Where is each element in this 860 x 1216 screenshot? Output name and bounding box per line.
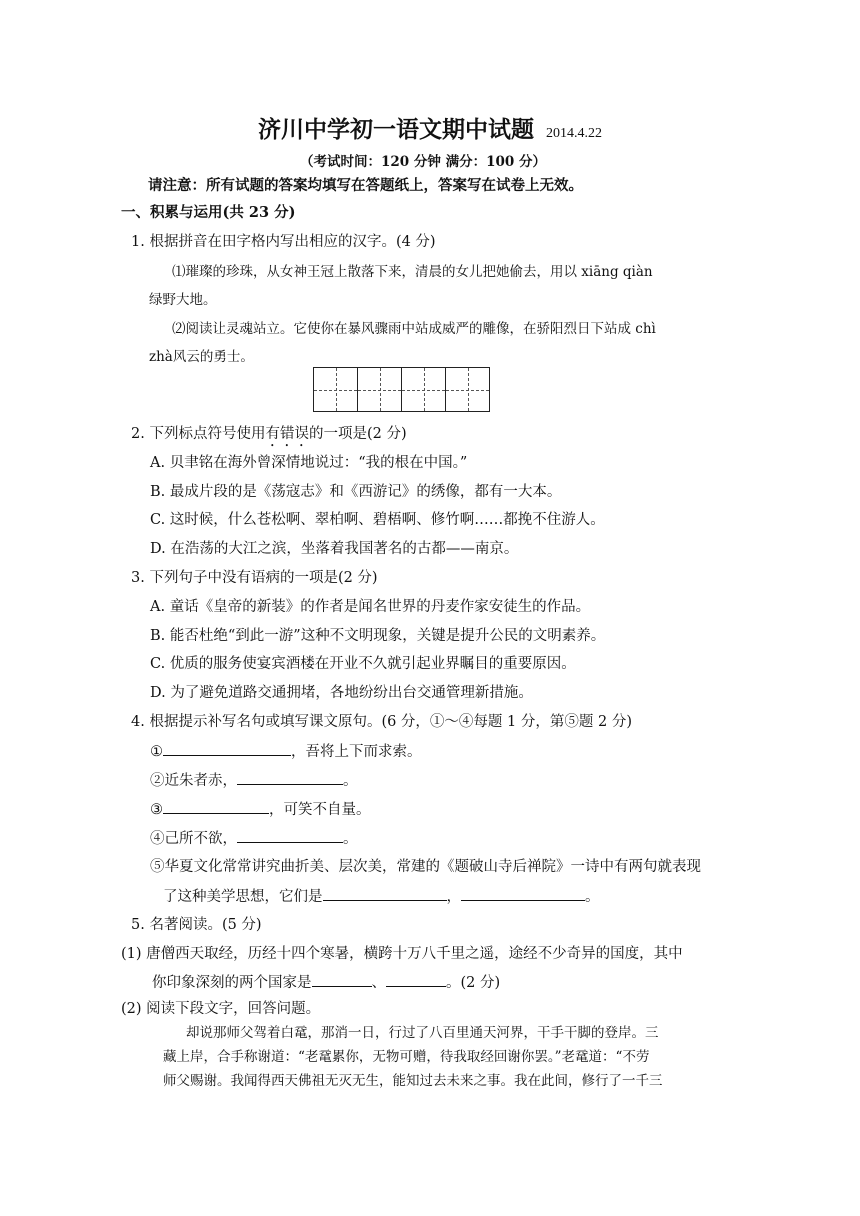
q4-item4-tail: 。	[343, 831, 358, 847]
grid-cell	[401, 367, 446, 412]
answer-blank	[237, 828, 343, 843]
q4-item5-mid: ，	[446, 889, 461, 905]
q5-part2: (2) 阅读下段文字，回答问题。	[121, 1001, 321, 1017]
q3-option-b: B. 能否杜绝“到此一游”这种不文明现象，关键是提升公民的文明素养。	[150, 628, 606, 644]
q2-stem-b: 的一项是(2 分)	[308, 426, 407, 442]
q4-item2-head: ②近朱者赤，	[150, 773, 237, 789]
q4-item1-num: ①	[150, 744, 163, 760]
answer-blank	[163, 741, 291, 756]
q3-stem: 3. 下列句子中没有语病的一项是(2 分)	[131, 570, 378, 586]
q4-item3-num: ③	[150, 802, 163, 818]
q5-part1-line1: (1) 唐僧西天取经，历经十四个寒暑，横跨十万八千里之遥，途经不少奇异的国度，其中	[121, 946, 683, 962]
q2-stem	[131, 424, 407, 450]
q1-sentence1-line2: 绿野大地。	[149, 292, 217, 308]
q2-option-c: C. 这时候，什么苍松啊、翠柏啊、碧梧啊、修竹啊……都挽不住游人。	[150, 512, 605, 528]
answer-blank	[323, 886, 447, 901]
passage-line: 却说那师父驾着白鼋，那消一日，行过了八百里通天河界，干手干脚的登岸。三	[186, 1025, 659, 1041]
answer-blank	[461, 886, 585, 901]
q2-option-d: D. 在浩荡的大江之滨，坐落着我国著名的古都——南京。	[150, 541, 519, 557]
q1-sentence2-line2: zhà风云的勇士。	[149, 349, 254, 365]
answer-blank	[312, 972, 372, 987]
q3-option-d: D. 为了避免道路交通拥堵，各地纷纷出台交通管理新措施。	[150, 685, 533, 701]
exam-info: （考试时间：120 分钟 满分：100 分）	[300, 154, 546, 170]
q4-item1-tail: ，吾将上下而求索。	[291, 744, 422, 760]
q3-option-a: A. 童话《皇帝的新装》的作者是闻名世界的丹麦作家安徒生的作品。	[150, 599, 591, 615]
q5-part1-tail: 。(2 分)	[446, 975, 501, 991]
passage-line: 藏上岸，合手称谢道：“老鼋累你，无物可赠，待我取经回谢你罢。”老鼋道：“不劳	[163, 1049, 650, 1065]
q4-item5-head: 了这种美学思想，它们是	[163, 889, 323, 905]
tianzige-grid	[314, 367, 490, 412]
grid-cell	[313, 367, 358, 412]
q4-stem: 4. 根据提示补写名句或填写课文原句。(6 分，①～④每题 1 分，第⑤题 2 分)	[131, 714, 632, 730]
q4-item2-tail: 。	[343, 773, 358, 789]
q2-stem-a: 2. 下列标点符号使用	[131, 426, 266, 442]
answer-blank	[237, 770, 343, 785]
exam-date: 2014.4.22	[546, 126, 602, 141]
page-title: 济川中学初一语文期中试题	[258, 117, 534, 143]
q2-stem-emphasis: 有错误	[265, 426, 309, 442]
q5-part1-mid: 、	[371, 975, 386, 991]
q4-item5-line1: ⑤华夏文化常常讲究曲折美、层次美，常建的《题破山寺后禅院》一诗中有两句就表现	[150, 859, 701, 875]
q2-option-a: A. 贝聿铭在海外曾深情地说过：“我的根在中国。”	[150, 455, 468, 471]
q5-stem: 5. 名著阅读。(5 分)	[131, 917, 262, 933]
q4-item5-line2	[163, 886, 600, 907]
q4-item5-tail: 。	[585, 889, 600, 905]
q1-sentence1-line1: ⑴璀璨的珍珠，从女神王冠上散落下来，清晨的女儿把她偷去，用以 xiāng qiàn	[172, 264, 653, 280]
answer-blank	[386, 972, 446, 987]
q4-item4	[150, 828, 358, 849]
q3-option-c: C. 优质的服务使宴宾酒楼在开业不久就引起业界瞩目的重要原因。	[150, 656, 576, 672]
q4-item4-head: ④己所不欲，	[150, 831, 237, 847]
q1-sentence2-line1: ⑵阅读让灵魂站立。它使你在暴风骤雨中站成威严的雕像，在骄阳烈日下站成 chì	[172, 321, 656, 337]
q4-item2	[150, 770, 358, 791]
q4-item3-tail: ，可笑不自量。	[269, 802, 371, 818]
grid-cell	[445, 367, 490, 412]
q4-item1	[150, 741, 422, 762]
q5-part1-head: 你印象深刻的两个国家是	[152, 975, 312, 991]
q4-item3	[150, 799, 371, 820]
q1-stem: 1. 根据拼音在田字格内写出相应的汉字。(4 分)	[131, 234, 436, 250]
q2-option-b: B. 最成片段的是《荡寇志》和《西游记》的绣像，都有一大本。	[150, 484, 562, 500]
grid-cell	[357, 367, 402, 412]
exam-notice: 请注意：所有试题的答案均填写在答题纸上，答案写在试卷上无效。	[148, 177, 583, 194]
passage-line: 师父赐谢。我闻得西天佛祖无灭无生，能知过去未来之事。我在此间，修行了一千三	[163, 1073, 663, 1089]
title-line	[0, 111, 860, 144]
q5-part1-line2	[152, 972, 500, 993]
section-title: 一、积累与运用(共 23 分)	[121, 204, 296, 221]
answer-blank	[163, 799, 269, 814]
